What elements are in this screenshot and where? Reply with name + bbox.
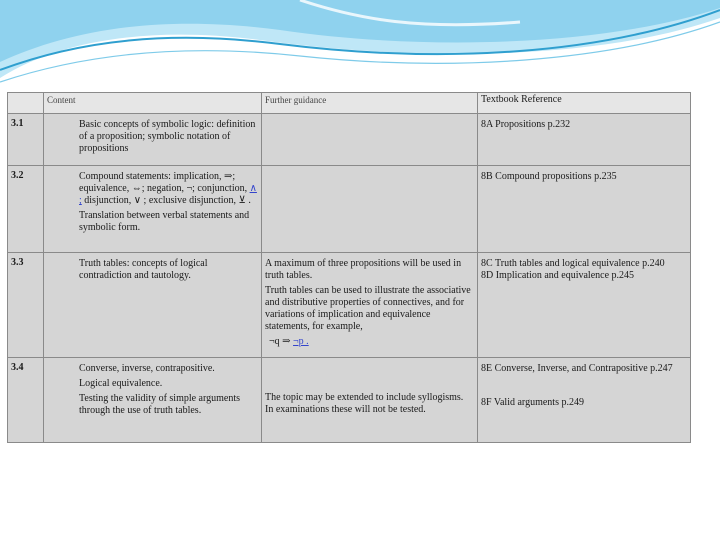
content-text: Truth tables: concepts of logical contradiction and tautology. — [79, 258, 208, 282]
row-number: 3.1 — [8, 114, 44, 166]
row-reference — [478, 114, 691, 166]
content-text: Logical equivalence. — [79, 378, 163, 390]
content-text-part: Compound statements: implication, ⇒; equivalence, ⇔; negation, ¬; conjunction, — [79, 171, 248, 195]
content-text: Translation between verbal statements and symbolic form. — [79, 210, 250, 234]
guidance-text: A maximum of three propositions will be used in truth tables. — [265, 258, 462, 282]
formula-link[interactable]: ¬p . — [293, 336, 309, 348]
table-row — [8, 114, 691, 166]
reference-text: 8E Converse, Inverse, and Contrapositive p.247 — [481, 363, 673, 375]
row-content — [44, 114, 262, 166]
row-content — [44, 166, 262, 253]
row-number: 3.2 — [8, 166, 44, 253]
header-number — [8, 93, 44, 114]
formula-part: ¬q ⇒ — [269, 336, 294, 348]
conjunction-symbol-link[interactable]: ∧ ; — [79, 183, 257, 207]
row-content — [44, 253, 262, 358]
content-text: Converse, inverse, contrapositive. — [79, 363, 215, 375]
reference-text: 8D Implication and equivalence p.245 — [481, 270, 635, 282]
header-reference: Textbook Reference — [478, 93, 691, 114]
header-guidance: Further guidance — [262, 93, 478, 114]
content-text — [79, 171, 258, 207]
row-number: 3.4 — [8, 358, 44, 443]
content-text: Testing the validity of simple arguments through the use of truth tables. — [79, 393, 241, 417]
table-row — [8, 166, 691, 253]
guidance-text: Truth tables can be used to illustrate the associative and distributive properties of connectives, and for variations of implication and equivalence statements, for example, — [265, 285, 471, 333]
row-guidance — [262, 358, 478, 443]
reference-text: 8A Propositions p.232 — [481, 119, 571, 130]
row-guidance — [262, 253, 478, 358]
guidance-text: The topic may be extended to include syllogisms. In examinations these will not be tested. — [265, 392, 464, 416]
row-guidance — [262, 166, 478, 253]
row-reference — [478, 358, 691, 443]
table-header-row — [8, 93, 691, 114]
row-reference — [478, 253, 691, 358]
row-number: 3.3 — [8, 253, 44, 358]
header-wave-decoration — [0, 0, 720, 90]
reference-text: 8C Truth tables and logical equivalence p.240 — [481, 258, 665, 270]
table-row — [8, 358, 691, 443]
table-row — [8, 253, 691, 358]
reference-text: 8B Compound propositions p.235 — [481, 171, 617, 183]
content-text-part: disjunction, ∨ ; exclusive disjunction, ⊻ . — [81, 195, 251, 207]
row-guidance — [262, 114, 478, 166]
content-text: Basic concepts of symbolic logic: definition of a proposition; symbolic notation of propositions — [79, 119, 256, 154]
row-reference — [478, 166, 691, 253]
syllabus-table — [7, 92, 691, 443]
header-content: Content — [44, 93, 262, 114]
reference-text: 8F Valid arguments p.249 — [481, 397, 584, 409]
row-content — [44, 358, 262, 443]
guidance-formula — [265, 336, 474, 348]
